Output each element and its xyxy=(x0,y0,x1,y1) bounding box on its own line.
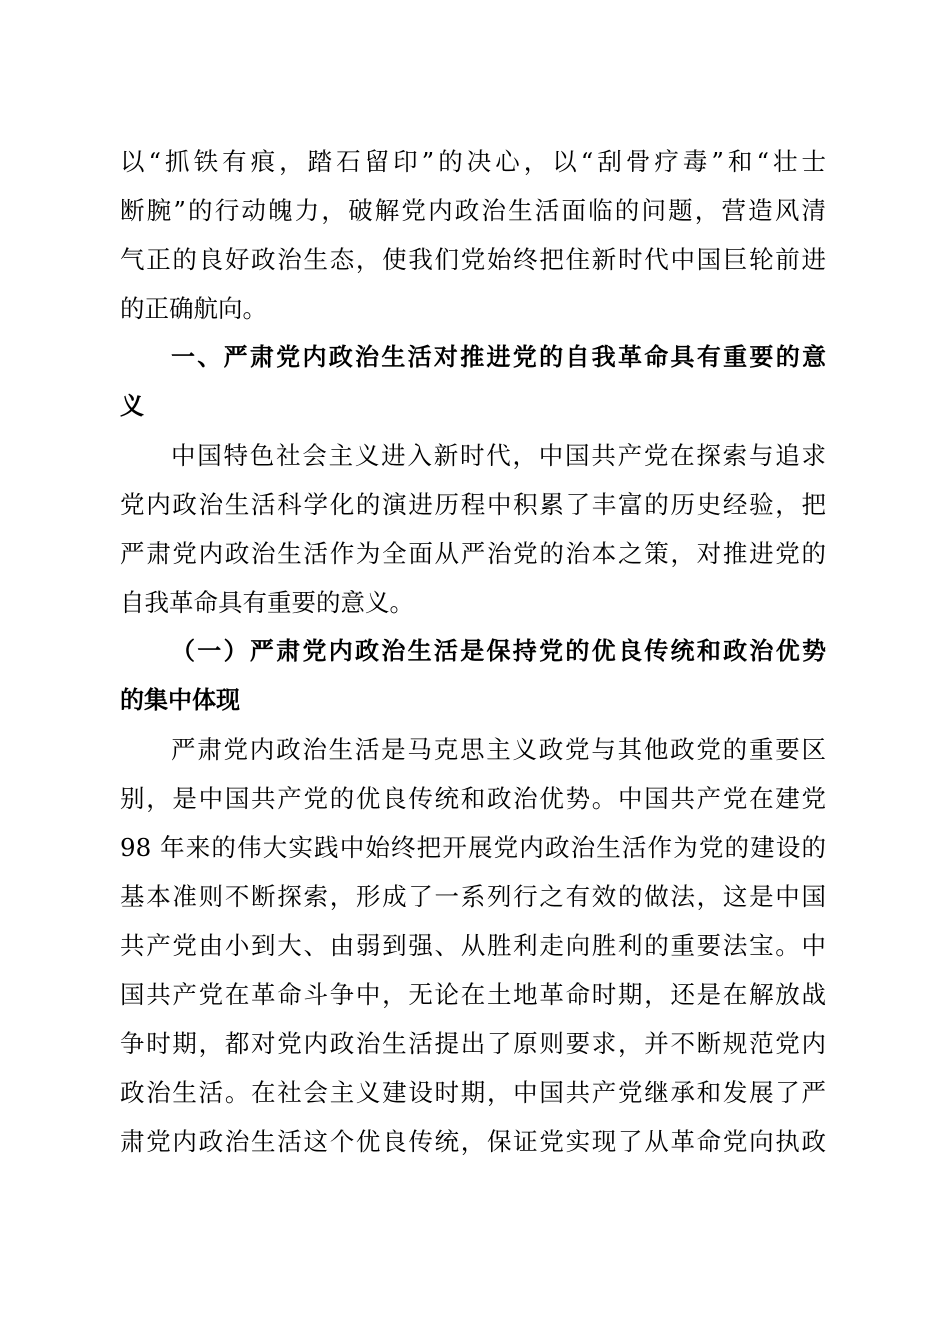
section-heading-line-1: 一、严肃党内政治生活对推进党的自我革命具有重要的意 xyxy=(171,343,826,371)
section-heading-line-2: 义 xyxy=(120,392,144,420)
paragraph-2-line-3: 98 年来的伟大实践中始终把开展党内政治生活作为党的建设的 xyxy=(120,833,826,862)
paragraph-2-line-9: 肃党内政治生活这个优良传统，保证党实现了从革命党向执政 xyxy=(120,1127,826,1156)
subsection-heading-line-1: （一）严肃党内政治生活是保持党的优良传统和政治优势 xyxy=(171,637,826,665)
paragraph-2-line-6: 国共产党在革命斗争中，无论在土地革命时期，还是在解放战 xyxy=(120,980,826,1009)
paragraph-2-line-4: 基本准则不断探索，形成了一系列行之有效的做法，这是中国 xyxy=(120,882,826,911)
paragraph-1-line-3: 严肃党内政治生活作为全面从严治党的治本之策，对推进党的 xyxy=(120,539,826,568)
subsection-heading-line-2: 的集中体现 xyxy=(120,686,240,714)
intro-line-4: 的正确航向。 xyxy=(120,294,267,323)
paragraph-1-line-4: 自我革命具有重要的意义。 xyxy=(120,588,414,617)
paragraph-2-line-2: 别，是中国共产党的优良传统和政治优势。中国共产党在建党 xyxy=(120,784,826,813)
document-body xyxy=(120,137,826,1166)
paragraph-2-line-1: 严肃党内政治生活是马克思主义政党与其他政党的重要区 xyxy=(171,735,826,764)
paragraph-1-line-1: 中国特色社会主义进入新时代，中国共产党在探索与追求 xyxy=(171,441,826,470)
paragraph-2-line-7: 争时期，都对党内政治生活提出了原则要求，并不断规范党内 xyxy=(120,1029,826,1058)
paragraph-1-line-2: 党内政治生活科学化的演进历程中积累了丰富的历史经验，把 xyxy=(120,490,826,519)
paragraph-2-line-8: 政治生活。在社会主义建设时期，中国共产党继承和发展了严 xyxy=(120,1078,826,1107)
paragraph-2-line-5: 共产党由小到大、由弱到强、从胜利走向胜利的重要法宝。中 xyxy=(120,931,826,960)
intro-line-3: 气正的良好政治生态，使我们党始终把住新时代中国巨轮前进 xyxy=(120,245,826,274)
intro-line-1: 以“抓铁有痕，踏石留印”的决心，以“刮骨疗毒”和“壮士 xyxy=(120,147,826,176)
intro-line-2: 断腕”的行动魄力，破解党内政治生活面临的问题，营造风清 xyxy=(120,196,826,225)
